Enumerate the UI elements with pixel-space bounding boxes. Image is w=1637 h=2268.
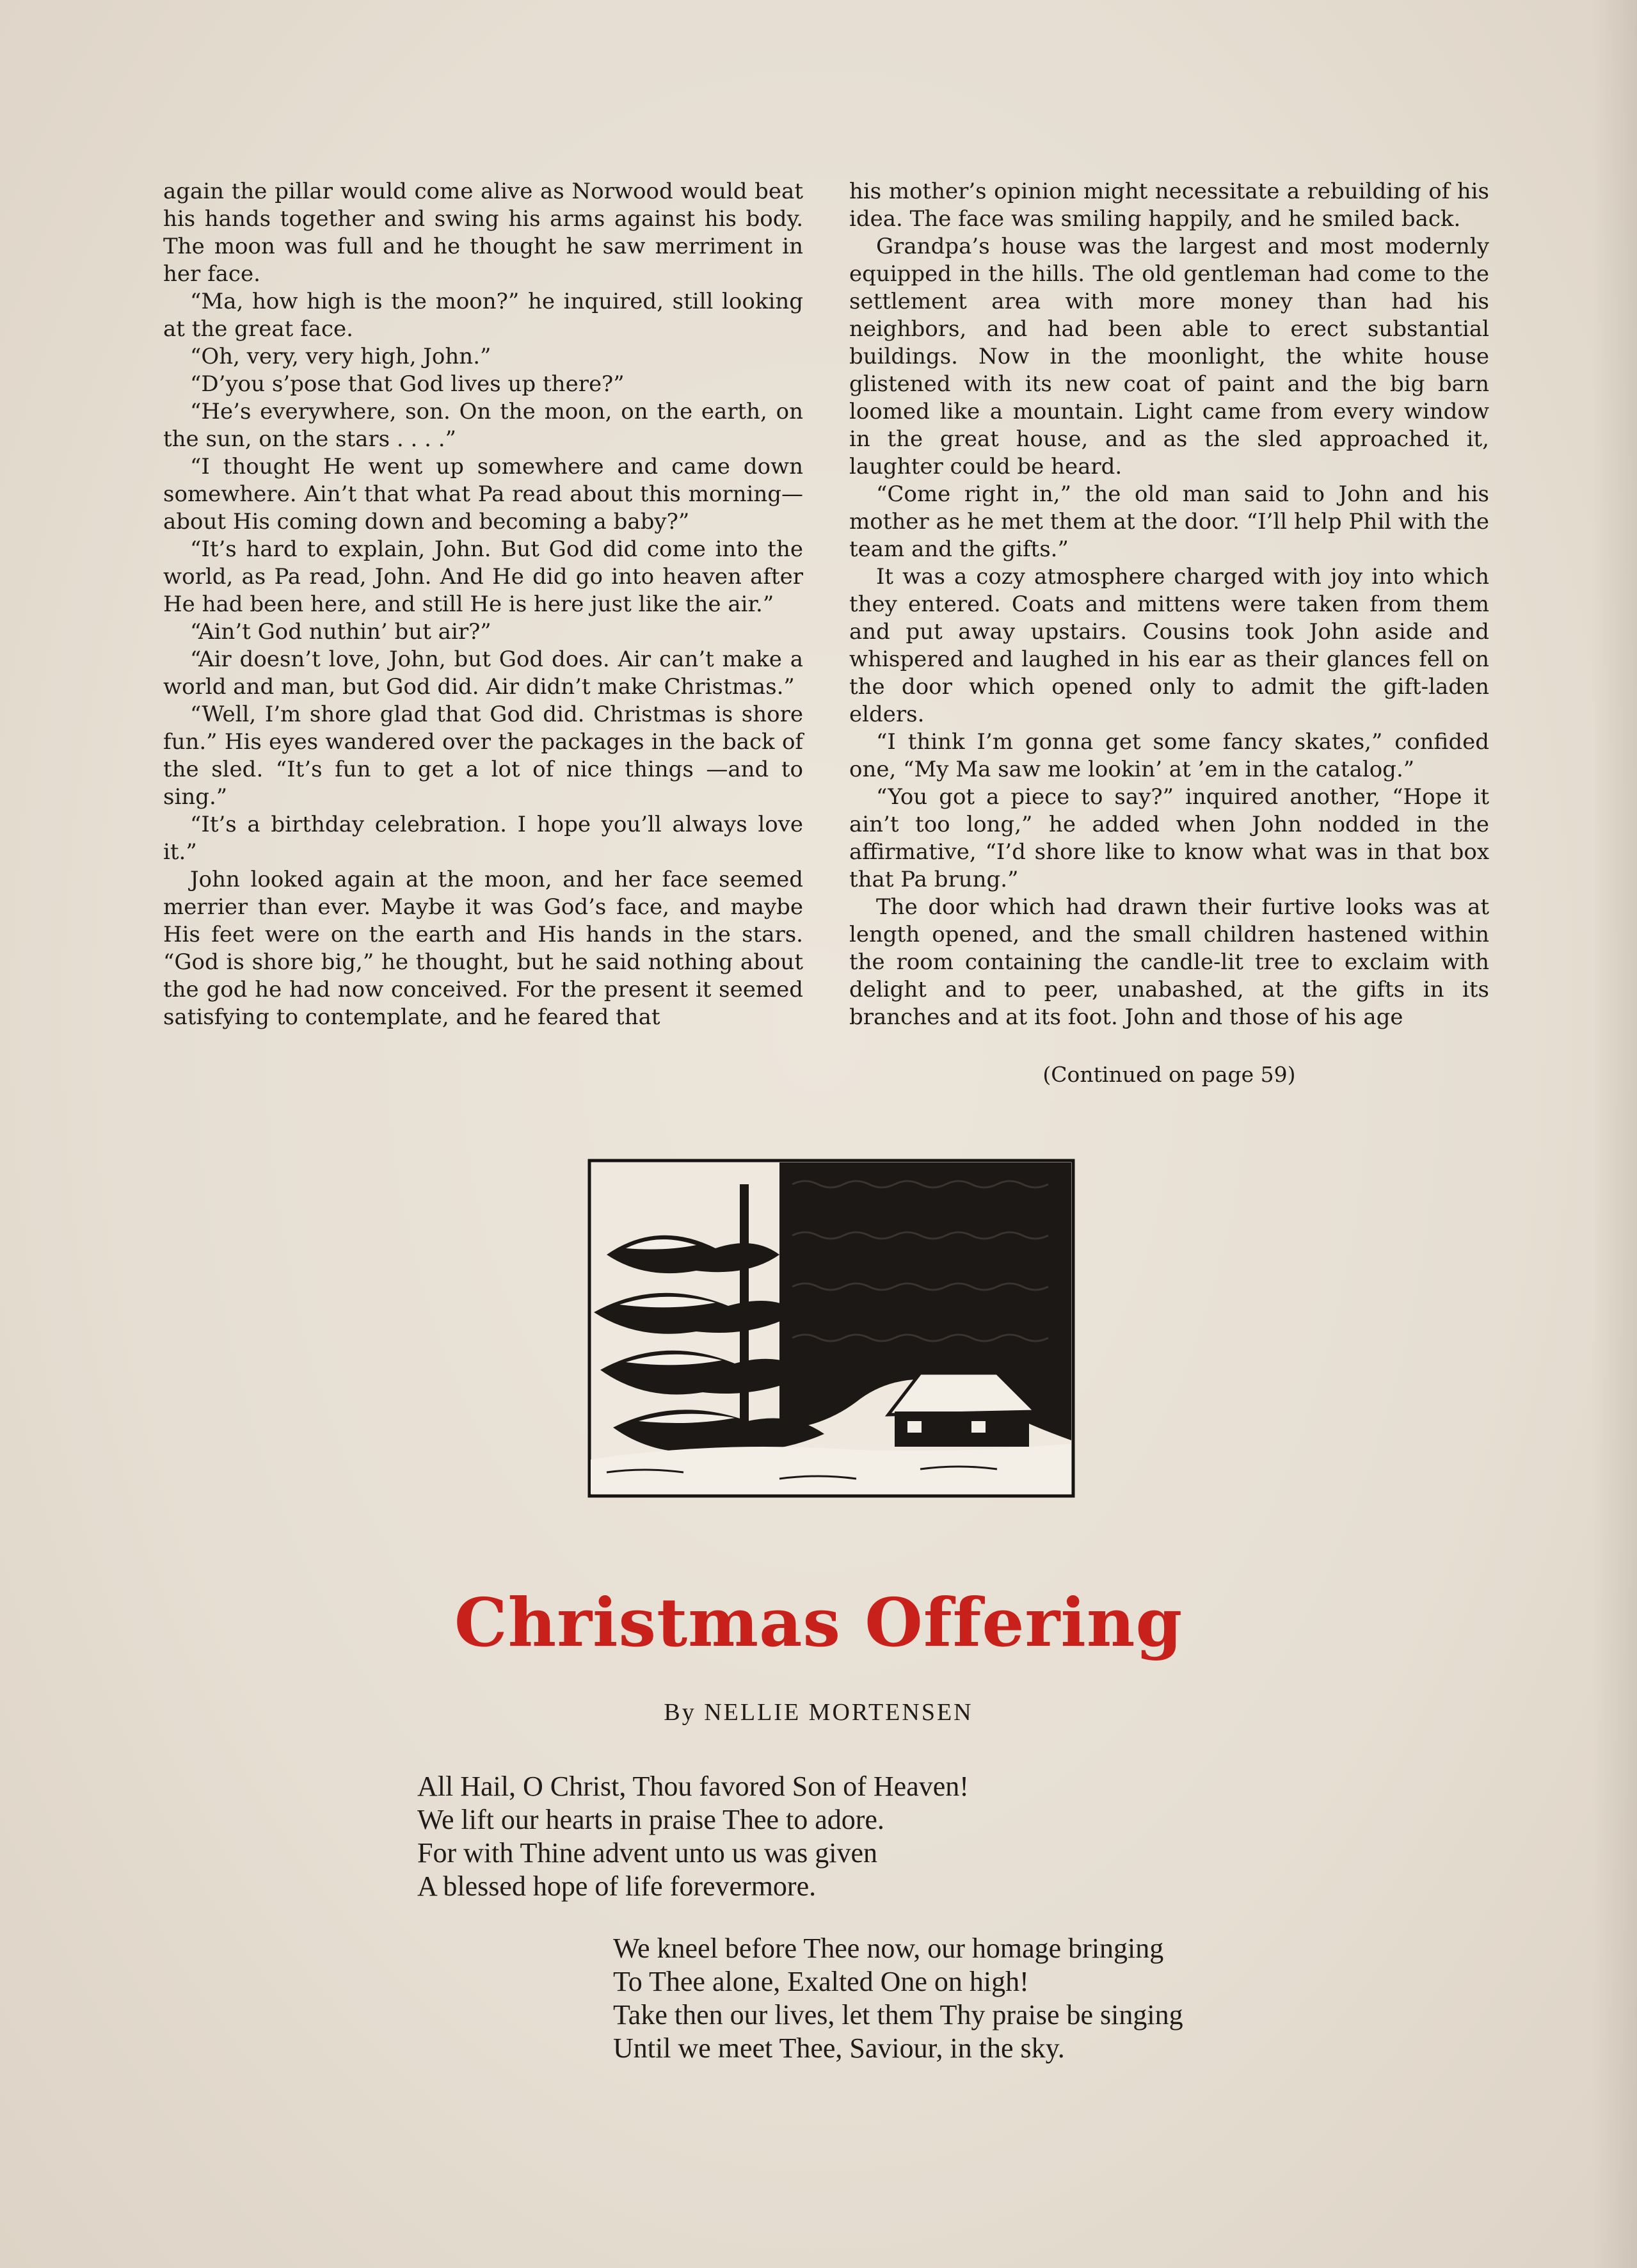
poem-stanza-2 [613, 1932, 1183, 2065]
paragraph: “I think I’m gonna get some fancy skates,” confided one, “My Ma saw me lookin’ at ’em in the catalog.” [849, 729, 1489, 782]
paragraph: again the pillar would come alive as Norwood would beat his hands together and swing his arms against his body. The moon was full and he thought he saw merriment in her face. [163, 179, 803, 287]
winter-woodcut-illustration [587, 1159, 1075, 1498]
paragraph: John looked again at the moon, and her face seemed merrier than ever. Maybe it was God’s face, and maybe His feet were on the earth and His hands in the stars. “God is shore big,” he thought, but he said nothing about the god he had now conceived. For the present it seemed satisfying to contemplate, and he feared that [163, 867, 803, 1030]
poem-line: For with Thine advent unto us was given [417, 1837, 877, 1869]
paragraph: “You got a piece to say?” inquired another, “Hope it ain’t too long,” he added when John nodded in the affirmative, “I’d shore like to know what was in that box that Pa brung.” [849, 784, 1489, 892]
paragraph: “It’s a birthday celebration. I hope you’ll always love it.” [163, 812, 803, 865]
poem-byline: By NELLIE MORTENSEN [664, 1699, 973, 1726]
poem-line: To Thee alone, Exalted One on high! [613, 1966, 1029, 1997]
paragraph: “Ain’t God nuthin’ but air?” [190, 619, 491, 645]
paragraph: It was a cozy atmosphere charged with joy into which they entered. Coats and mittens were taken from them and put away upstairs. Cousins took John aside and whispered and laughed in his ear as their glances fell on the door which opened only to admit the gift-laden elders. [849, 564, 1489, 727]
paragraph: “Air doesn’t love, John, but God does. Air can’t make a world and man, but God did. Air didn’t make Christmas.” [163, 647, 803, 700]
poem-line: We lift our hearts in praise Thee to adore. [417, 1804, 884, 1835]
poem-line: Take then our lives, let them Thy praise be singing [613, 1999, 1183, 2031]
page-edge-shadow [1592, 0, 1637, 2268]
poem-line: A blessed hope of life forevermore. [417, 1870, 817, 1902]
paragraph: “Oh, very, very high, John.” [190, 344, 491, 369]
poem-stanza-1 [417, 1770, 969, 1903]
poem-line: Until we meet Thee, Saviour, in the sky. [613, 2032, 1065, 2064]
poem-title: Christmas Offering [454, 1583, 1183, 1662]
story-column-right [849, 178, 1489, 1031]
paragraph: “D’you s’pose that God lives up there?” [190, 371, 625, 397]
poem-line: We kneel before Thee now, our homage bringing [613, 1933, 1164, 1964]
paragraph: Grandpa’s house was the largest and most modernly equipped in the hills. The old gentleman had come to the settlement area with more money than had his neighbors, and had been able to erect substantial buildings. Now in the moonlight, the white house glistened with its new coat of paint and the big barn loomed like a mountain. Light came from every window in the great house, and as the sled approached it, laughter could be heard. [849, 234, 1489, 479]
poem-line: All Hail, O Christ, Thou favored Son of Heaven! [417, 1771, 969, 1802]
paragraph: “Well, I’m shore glad that God did. Christmas is shore fun.” His eyes wandered over the packages in the back of the sled. “It’s fun to get a lot of nice things —and to sing.” [163, 702, 803, 810]
paragraph: “Come right in,” the old man said to John and his mother as he met them at the door. “I’ll help Phil with the team and the gifts.” [849, 481, 1489, 562]
story-column-left [163, 178, 803, 1031]
paragraph: “Ma, how high is the moon?” he inquired, still looking at the great face. [163, 289, 803, 342]
paragraph: his mother’s opinion might necessitate a rebuilding of his idea. The face was smiling happily, and he smiled back. [849, 179, 1489, 232]
paragraph: “He’s everywhere, son. On the moon, on the earth, on the sun, on the stars . . . .” [163, 399, 803, 452]
paragraph: “I thought He went up somewhere and came down somewhere. Ain’t that what Pa read about this morning—about His coming down and becoming a baby?” [163, 454, 803, 535]
continued-note: (Continued on page 59) [1042, 1062, 1296, 1087]
paragraph: “It’s hard to explain, John. But God did come into the world, as Pa read, John. And He did go into heaven after He had been here, and still He is here just like the air.” [163, 536, 803, 617]
paragraph: The door which had drawn their furtive looks was at length opened, and the small children hastened within the room containing the candle-lit tree to exclaim with delight and to peer, unabashed, at the gifts in its branches and at its foot. John and those of his age [849, 894, 1489, 1030]
